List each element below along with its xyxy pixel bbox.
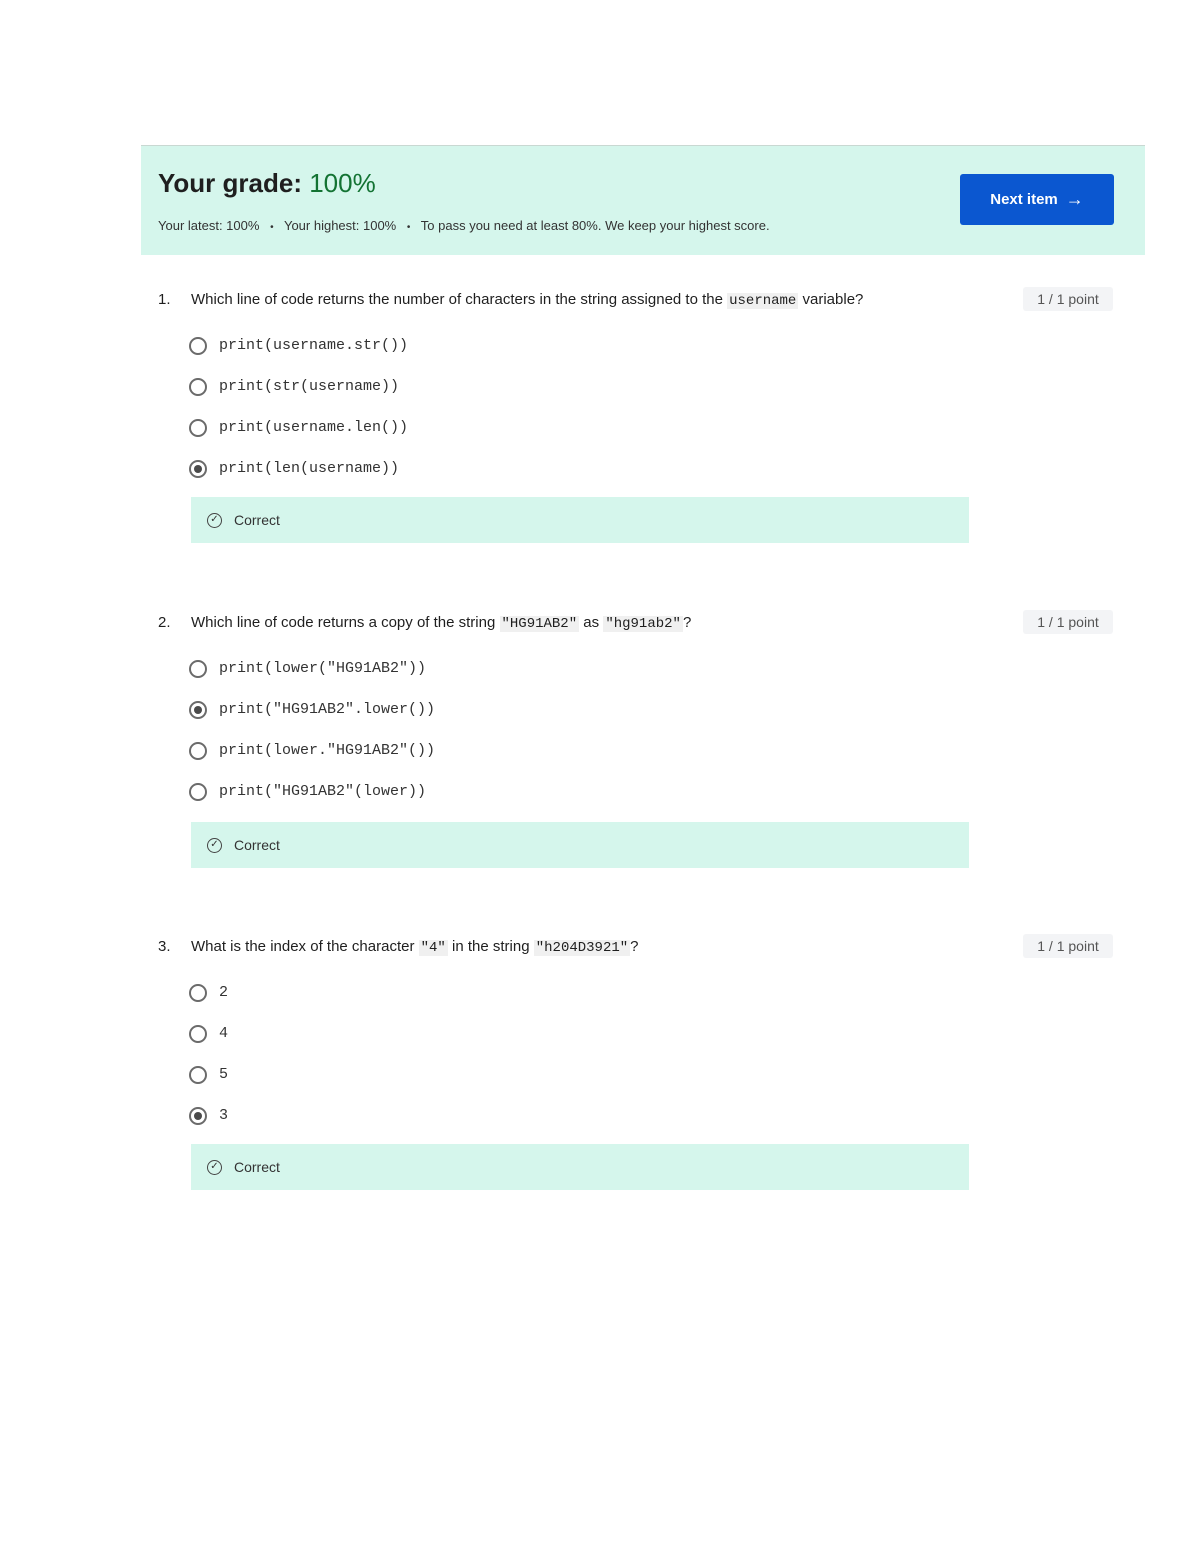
option-selected[interactable] [189,448,408,489]
question-text-part: What is the index of the character [191,938,415,955]
question-text-part: ? [682,614,692,631]
radio-button-icon[interactable] [189,742,207,760]
feedback-correct [191,822,969,868]
question-number: 3. [158,938,171,955]
option-label: print(lower("HG91AB2")) [219,660,427,677]
radio-button-icon[interactable] [189,1025,207,1043]
radio-button-icon[interactable] [189,419,207,437]
question-2 [141,612,1145,853]
feedback-correct [191,497,969,543]
option[interactable] [189,1054,228,1095]
option-label: 5 [219,1066,229,1083]
grade-title [158,168,376,199]
question-3 [141,936,1145,1175]
feedback-label: Correct [234,512,280,528]
option-label: print(len(username)) [219,460,400,477]
option-label: print(lower."HG91AB2"()) [219,742,436,759]
separator: • [270,222,274,233]
next-item-label: Next item [990,191,1058,208]
radio-button-icon[interactable] [189,783,207,801]
question-1 [141,289,1145,528]
grade-banner [141,145,1145,255]
option-label: print(str(username)) [219,378,400,395]
radio-button-checked-icon[interactable] [189,1107,207,1125]
question-number: 2. [158,614,171,631]
option[interactable] [189,648,435,689]
feedback-label: Correct [234,837,280,853]
option-label: print("HG91AB2".lower()) [219,701,436,718]
next-item-button[interactable] [960,174,1114,225]
grade-summary [158,218,770,233]
radio-button-icon[interactable] [189,660,207,678]
grade-value: 100% [309,168,376,198]
points-badge: 1 / 1 point [1023,287,1113,311]
inline-code: "hg91ab2" [605,616,681,632]
option-label: 4 [219,1025,229,1042]
question-text [191,291,863,309]
inline-code: username [729,293,797,309]
radio-button-checked-icon[interactable] [189,701,207,719]
highest-score: Your highest: 100% [283,218,397,233]
radio-button-icon[interactable] [189,378,207,396]
question-number: 1. [158,291,171,308]
option-selected[interactable] [189,689,435,730]
radio-button-checked-icon[interactable] [189,460,207,478]
option-label: print("HG91AB2"(lower)) [219,783,427,800]
option[interactable] [189,972,228,1013]
option[interactable] [189,325,408,366]
pass-note: To pass you need at least 80%. We keep your highest score. [420,218,770,233]
option-label: 3 [219,1107,229,1124]
radio-button-icon[interactable] [189,1066,207,1084]
check-circle-icon: ✓ [207,513,222,528]
points-badge: 1 / 1 point [1023,934,1113,958]
options-list [189,648,435,812]
option[interactable] [189,771,435,812]
inline-code: "h204D3921" [535,940,629,956]
option-label: print(username.str()) [219,337,409,354]
option[interactable] [189,366,408,407]
option-selected[interactable] [189,1095,228,1136]
question-text [191,938,639,956]
feedback-label: Correct [234,1159,280,1175]
radio-button-icon[interactable] [189,337,207,355]
question-text-part: variable? [802,291,864,308]
question-text-part: ? [630,938,639,955]
question-text [191,614,691,632]
separator: • [406,222,411,233]
inline-code: "HG91AB2" [501,616,578,632]
question-text-part: as [583,614,600,631]
option[interactable] [189,1013,228,1054]
latest-score: Your latest: 100% [158,218,260,233]
points-badge: 1 / 1 point [1023,610,1113,634]
arrow-right-icon: → [1065,189,1084,209]
inline-code: "4" [420,940,446,956]
options-list [189,972,228,1136]
question-text-part: Which line of code returns a copy of the string [191,614,496,631]
grade-label: Your grade: [158,168,302,198]
feedback-correct [191,1144,969,1190]
question-text-part: in the string [452,938,530,955]
option[interactable] [189,407,408,448]
check-circle-icon: ✓ [207,1160,222,1175]
option[interactable] [189,730,435,771]
options-list [189,325,408,489]
option-label: 2 [219,984,229,1001]
check-circle-icon: ✓ [207,838,222,853]
option-label: print(username.len()) [219,419,409,436]
question-text-part: Which line of code returns the number of characters in the string assigned to the [191,291,723,308]
radio-button-icon[interactable] [189,984,207,1002]
